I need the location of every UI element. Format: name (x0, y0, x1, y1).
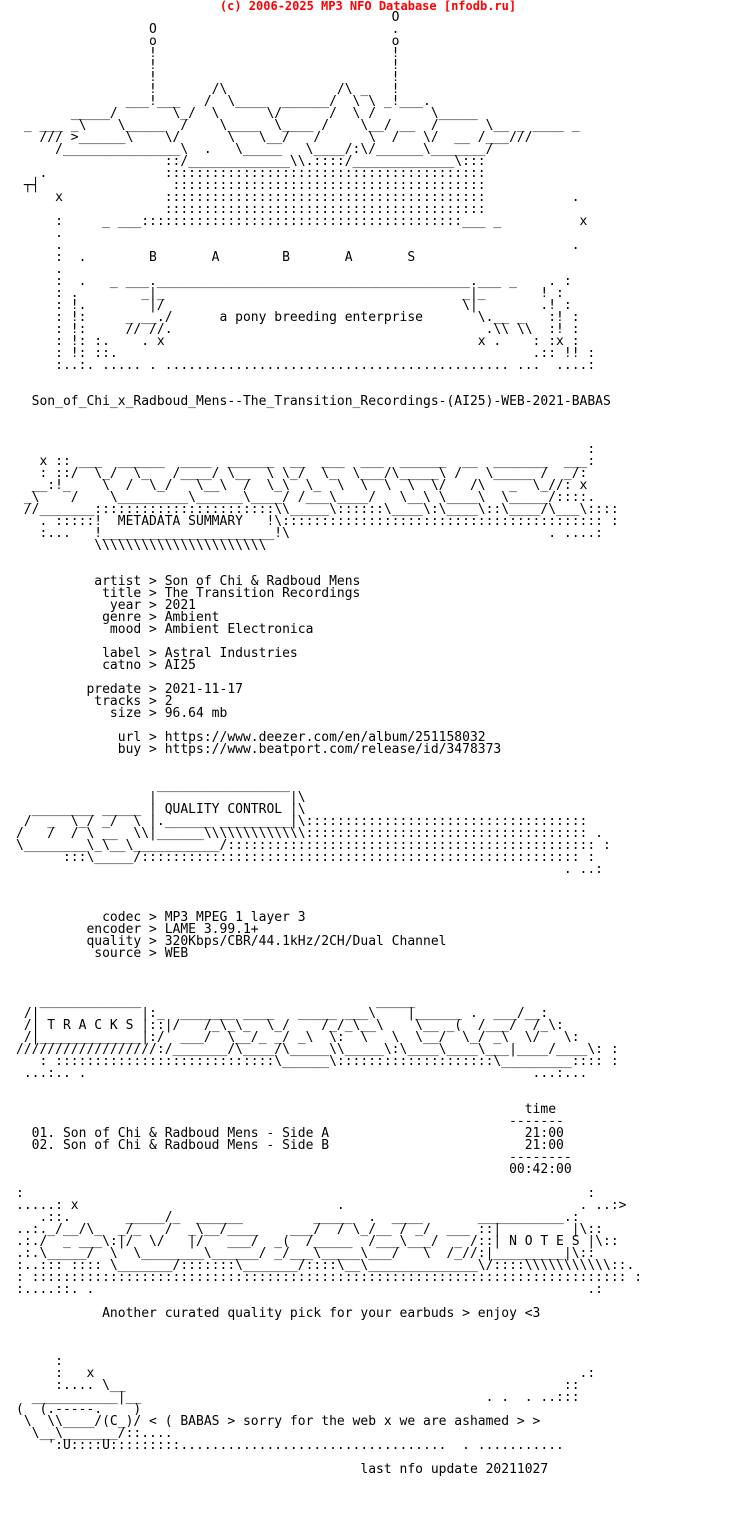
nfo-line: :... !______________________!\ . ....: (16, 526, 603, 541)
nfo-line: : ::::::::::::::::::::::::::::\______\::::::::::::::::::::\_________:::: : (16, 1054, 619, 1069)
nfo-line: \\\\\\\\\\\\\\\\\\\\\\ (16, 538, 267, 553)
nfo-line: : !: :. . x x . : :x : (16, 334, 580, 349)
nfo-line: //_______:::::::::::::::::::::::\\_____\::::::\____\:\____\::\____/\___\:::: (16, 502, 619, 517)
nfo-line: _ ___ _\ \_____ / \____ \____ / \__/ __ / \__ _ ____ _ (16, 118, 580, 133)
nfo-line: : !: _ __./ a pony breeding enterprise \.__ _ :! : (16, 310, 580, 325)
nfo-line: : . _ ___.________________________________________.___ _ . : (16, 274, 572, 289)
nfo-line: Another curated quality pick for your earbuds > enjoy <3 (16, 1306, 541, 1321)
nfo-line: : !: // //. .\\ \\ :! : (16, 322, 580, 337)
nfo-line: 01. Son of Chi & Radboud Mens - Side A 21:00 (16, 1126, 564, 1141)
nfo-line: O . (16, 22, 400, 37)
nfo-line: \__\_______/::.... (16, 1426, 173, 1441)
nfo-line: :....::. . .: (16, 1282, 603, 1297)
nfo-line: : (16, 442, 596, 457)
nfo-line: ':U::::U:::::::::.................................. . ........... (16, 1438, 564, 1453)
nfo-line: \________\_\__\___________/::::::::::::::::::::::::::::::::::::::::::::::: : (16, 838, 611, 853)
nfo-line: catno > AI25 (16, 658, 197, 673)
nfo-line: . . (16, 238, 580, 253)
nfo-line: ! ! (16, 46, 400, 61)
nfo-line: : x .: (16, 1366, 596, 1381)
nfo-line: : . B A B A S (16, 250, 416, 265)
nfo-line: _________________ (16, 778, 290, 793)
nfo-line: ( (.-----. ) (16, 1402, 142, 1417)
nfo-line: ::/_____________\\.::::/_____________\::: (16, 154, 486, 169)
nfo-line: : :::::::::::::::::::::::::::::::::::::::::::::::::::::::::::::::::::::::::::: : (16, 1270, 643, 1285)
nfo-line: :..::: :::: \_______/:::::::\_______/::::\__\______________\/::::\\\\\\\\\\\::. (16, 1258, 635, 1273)
nfo-line: . (16, 226, 63, 241)
site-header: (c) 2006-2025 MP3 NFO Database [nfodb.ru] (219, 0, 517, 13)
nfo-line: : (16, 1354, 63, 1369)
nfo-line: __:!_ \ / \_/ \__\ / \_\ \_ \ \ \ \ \/ /\ _ \_//: x (16, 478, 588, 493)
nfo-line: / _ \_/ _/ \ |.______ _________|\:::::::::::::::::::::::::::::::::::: (16, 814, 588, 829)
nfo-line: predate > 2021-11-17 (16, 682, 243, 697)
nfo-line: : . _|_ _|_ ! : (16, 286, 564, 301)
nfo-line: 00:42:00 (16, 1162, 572, 1177)
nfo-line: : _ ___:::::::::::::::::::::::::::::::::::::::::___ _ x (16, 214, 588, 229)
nfo-line: _____________ _____ (16, 994, 416, 1009)
nfo-line: last nfo update 20211027 (16, 1462, 549, 1477)
nfo-line: ________ _____ | QUALITY CONTROL |\ (16, 802, 306, 817)
nfo-line: /// >______\ \/ \ \__/ / \ / \/ __ /___/// (16, 130, 533, 145)
nfo-line: | |\ (16, 790, 306, 805)
nfo-line: /| |:_ _______ ____ _____ ___\ |______ . ___/__: (16, 1006, 549, 1021)
nfo-line: //////////////////:/_______/\____/\_____\\_____\:\____\____\___|____/____\: : (16, 1042, 619, 1057)
nfo-line: /_______________\ . \_____ \____/:\/______\_______/ (16, 142, 494, 157)
nfo-line: /|_____________|:/ ___/ \__/_ _/ _\ \: \ \ \__/ \_/ _\ \/ \: (16, 1030, 580, 1045)
nfo-line: .:.\_____/ \ \________\______/ _/___\_____\___/ \ /_//:|_________|\:: (16, 1246, 596, 1261)
nfo-line: source > WEB (16, 946, 189, 961)
nfo-line: time (16, 1102, 557, 1117)
nfo-line: ::::::::::::::::::::::::::::::::::::::::: (16, 202, 486, 217)
nfo-line: _____/ \_/ \ \/ / \ / \_____ (16, 106, 478, 121)
nfo-line: quality > 320Kbps/CBR/44.1kHz/2CH/Dual Channel (16, 934, 447, 949)
nfo-line: ___!___ / \____ ______/ \ \ _!___. (16, 94, 431, 109)
nfo-line: encoder > LAME 3.99.1+ (16, 922, 259, 937)
nfo-line: : !: ::. .:: !! : (16, 346, 596, 361)
nfo-line: ! ! (16, 70, 400, 85)
nfo-line: x ::::::::::::::::::::::::::::::::::::::::: . (16, 190, 580, 205)
nfo-line: .:./ _ ___\:|/ \/ |/ ___/ _( /_____ /___\___/ _ /::| N O T E S |\:: (16, 1234, 619, 1249)
nfo-line: ! /\ /\ _ ! (16, 82, 400, 97)
nfo-line: ..:._/__/\_ _/_ / _\__/____ ___/ / \_/__ / _/ ___ ::| |\:: (16, 1222, 603, 1237)
nfo-line: year > 2021 (16, 598, 197, 613)
nfo-line: ...:.. . ...:... (16, 1066, 588, 1081)
nfo-line: /| T R A C K S |::|/ /_\_\_ \_/ /_/_\__\ \__ _( /___/ /_\: (16, 1018, 564, 1033)
nfo-line: . ::::::::::::::::::::::::::::::::::::::::: (16, 166, 486, 181)
nfo-line: ! ! (16, 58, 400, 73)
nfo-line: .....: x . . ..:> (16, 1198, 627, 1213)
nfo-line: _\ / \_________\______\____/ /___\____/ \__\ \____\ \_____/::::. (16, 490, 596, 505)
nfo-ascii-document (16, 12, 642, 1476)
nfo-line: o o (16, 34, 400, 49)
nfo-line: :::\_____/:::::::::::::::::::::::::::::::::::::::::::::::::::::::: : (16, 850, 596, 865)
nfo-line: O (16, 10, 400, 25)
nfo-line: url > https://www.deezer.com/en/album/251158032 (16, 730, 486, 745)
nfo-line: -------- (16, 1150, 572, 1165)
nfo-line: : ::/ \_/ \_ /____/ \__ \ \_/ \_ \___/\_____\ / \_____ / _/: (16, 466, 588, 481)
nfo-line: :.... \__ :: (16, 1378, 580, 1393)
nfo-line: .::. _____/_ ______ _____ . ____ ___________.: (16, 1210, 580, 1225)
nfo-line: title > The Transition Recordings (16, 586, 361, 601)
nfo-line: codec > MP3 MPEG 1 layer 3 (16, 910, 306, 925)
nfo-line: x :: ___ ______ ____ ______ __ ___ ___ ______ __ _______ ___: (16, 454, 596, 469)
nfo-line: . :::::! METADATA SUMMARY !\::::::::::::::::::::::::::::::::::::::::: : (16, 514, 619, 529)
nfo-line: : !. |/ \| .! : (16, 298, 572, 313)
nfo-line: 02. Son of Chi & Radboud Mens - Side B 21:00 (16, 1138, 564, 1153)
nfo-line: buy > https://www.beatport.com/release/id/3478373 (16, 742, 502, 757)
nfo-line: Son_of_Chi_x_Radboud_Mens--The_Transition_Recordings-(AI25)-WEB-2021-BABAS (16, 394, 611, 409)
nfo-line: ___________|__ . . . ..::: (16, 1390, 580, 1405)
nfo-line: :..:. ..... . ............................................ ... ....: (16, 358, 596, 373)
nfo-line: mood > Ambient Electronica (16, 622, 314, 637)
nfo-line: artist > Son of Chi & Radboud Mens (16, 574, 361, 589)
nfo-line: . (16, 262, 63, 277)
nfo-line: ┬┤ :::::::::::::::::::::::::::::::::::::::: (16, 178, 486, 193)
nfo-line: tracks > 2 (16, 694, 173, 709)
nfo-line: label > Astral Industries (16, 646, 298, 661)
nfo-line: size > 96.64 mb (16, 706, 228, 721)
nfo-line: \ \\____/(C_)/ < ( BABAS > sorry for the web x we are ashamed > > (16, 1414, 541, 1429)
nfo-line: genre > Ambient (16, 610, 220, 625)
nfo-line: ------- (16, 1114, 564, 1129)
nfo-line: : : (16, 1186, 596, 1201)
nfo-line: . ..: (16, 862, 603, 877)
nfo-line: / / / \ __ \\|______\\\\\\\\\\\\\:::::::::::::::::::::::::::::::::::: . (16, 826, 603, 841)
